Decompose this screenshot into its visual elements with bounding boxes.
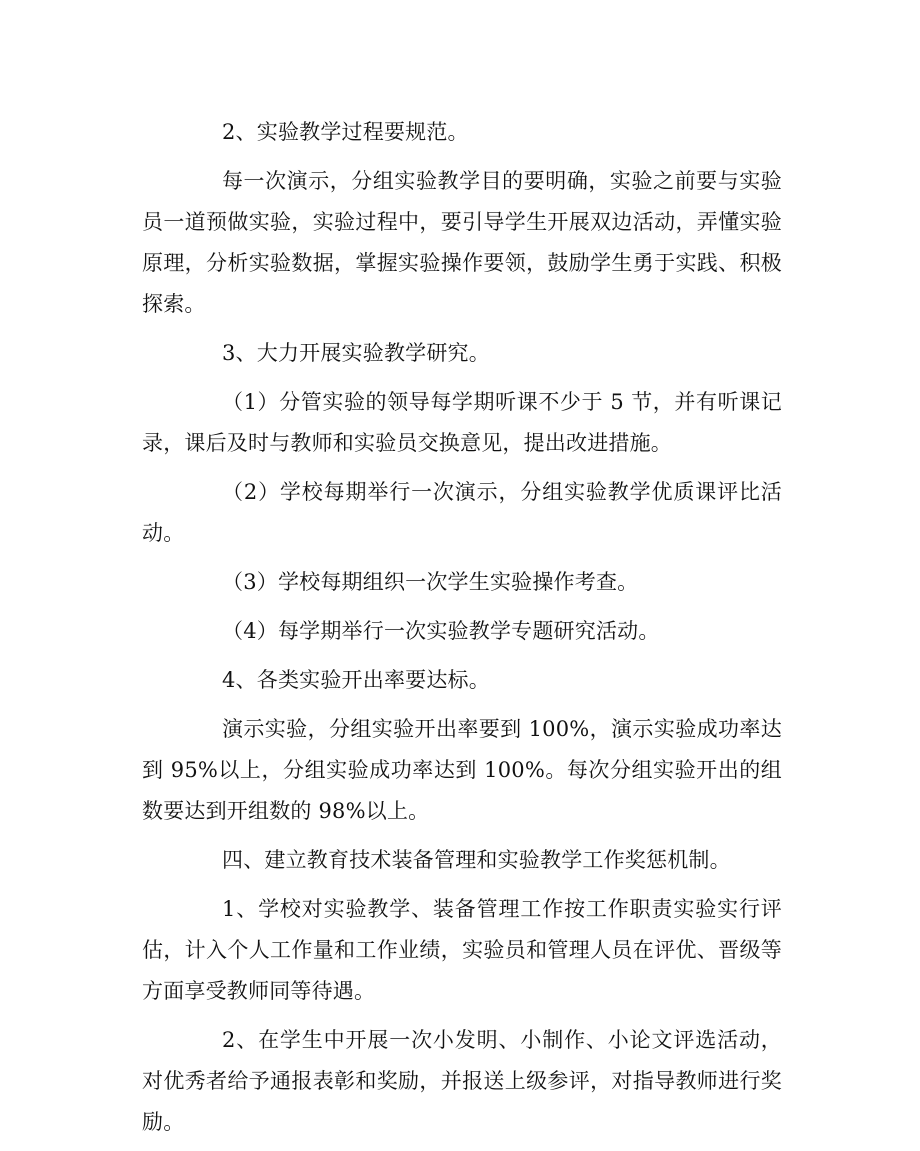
paragraph-evaluation: 1、学校对实验教学、装备管理工作按工作职责实验实行评估，计入个人工作量和工作业绩，实验员和管理人员在评优、晋级等方面享受教师同等待遇。 <box>142 897 782 1003</box>
list-item-2: （2）学校每期举行一次演示，分组实验教学优质课评比活动。 <box>142 480 782 545</box>
spacer <box>142 832 782 840</box>
section-heading-2: 2、实验教学过程要规范。 <box>222 120 469 144</box>
list-item-4: （4）每学期举行一次实验教学专题研究活动。 <box>222 619 660 643</box>
spacer <box>142 464 782 472</box>
spacer <box>142 153 782 161</box>
document-body <box>142 112 782 1143</box>
spacer <box>142 325 782 333</box>
list-item-1: （1）分管实验的领导每学期听课不少于 5 节，并有听课记录，课后及时与教师和实验员交换意见，提出改进措施。 <box>142 390 782 455</box>
section-heading-4: 4、各类实验开出率要达标。 <box>222 668 490 692</box>
spacer <box>142 652 782 660</box>
spacer <box>142 881 782 889</box>
section-heading-part-four: 四、建立教育技术装备管理和实验教学工作奖惩机制。 <box>222 848 731 872</box>
spacer <box>142 701 782 709</box>
spacer <box>142 1012 782 1020</box>
paragraph-student-activities: 2、在学生中开展一次小发明、小制作、小论文评选活动，对优秀者给予通报表彰和奖励，并报送上级参评，对指导教师进行奖励。 <box>142 1028 782 1134</box>
paragraph-experiment-process: 每一次演示，分组实验教学目的要明确，实验之前要与实验员一道预做实验，实验过程中，要引导学生开展双边活动，弄懂实验原理，分析实验数据，掌握实验操作要领，鼓励学生勇于实践、积极探索。 <box>142 169 782 316</box>
spacer <box>142 603 782 611</box>
spacer <box>142 374 782 382</box>
paragraph-experiment-rates: 演示实验，分组实验开出率要到 100%，演示实验成功率达到 95%以上，分组实验成功率达到 100%。每次分组实验开出的组数要达到开组数的 98%以上。 <box>142 717 782 823</box>
section-heading-3: 3、大力开展实验教学研究。 <box>222 341 490 365</box>
spacer <box>142 554 782 562</box>
list-item-3: （3）学校每期组织一次学生实验操作考查。 <box>222 570 639 594</box>
